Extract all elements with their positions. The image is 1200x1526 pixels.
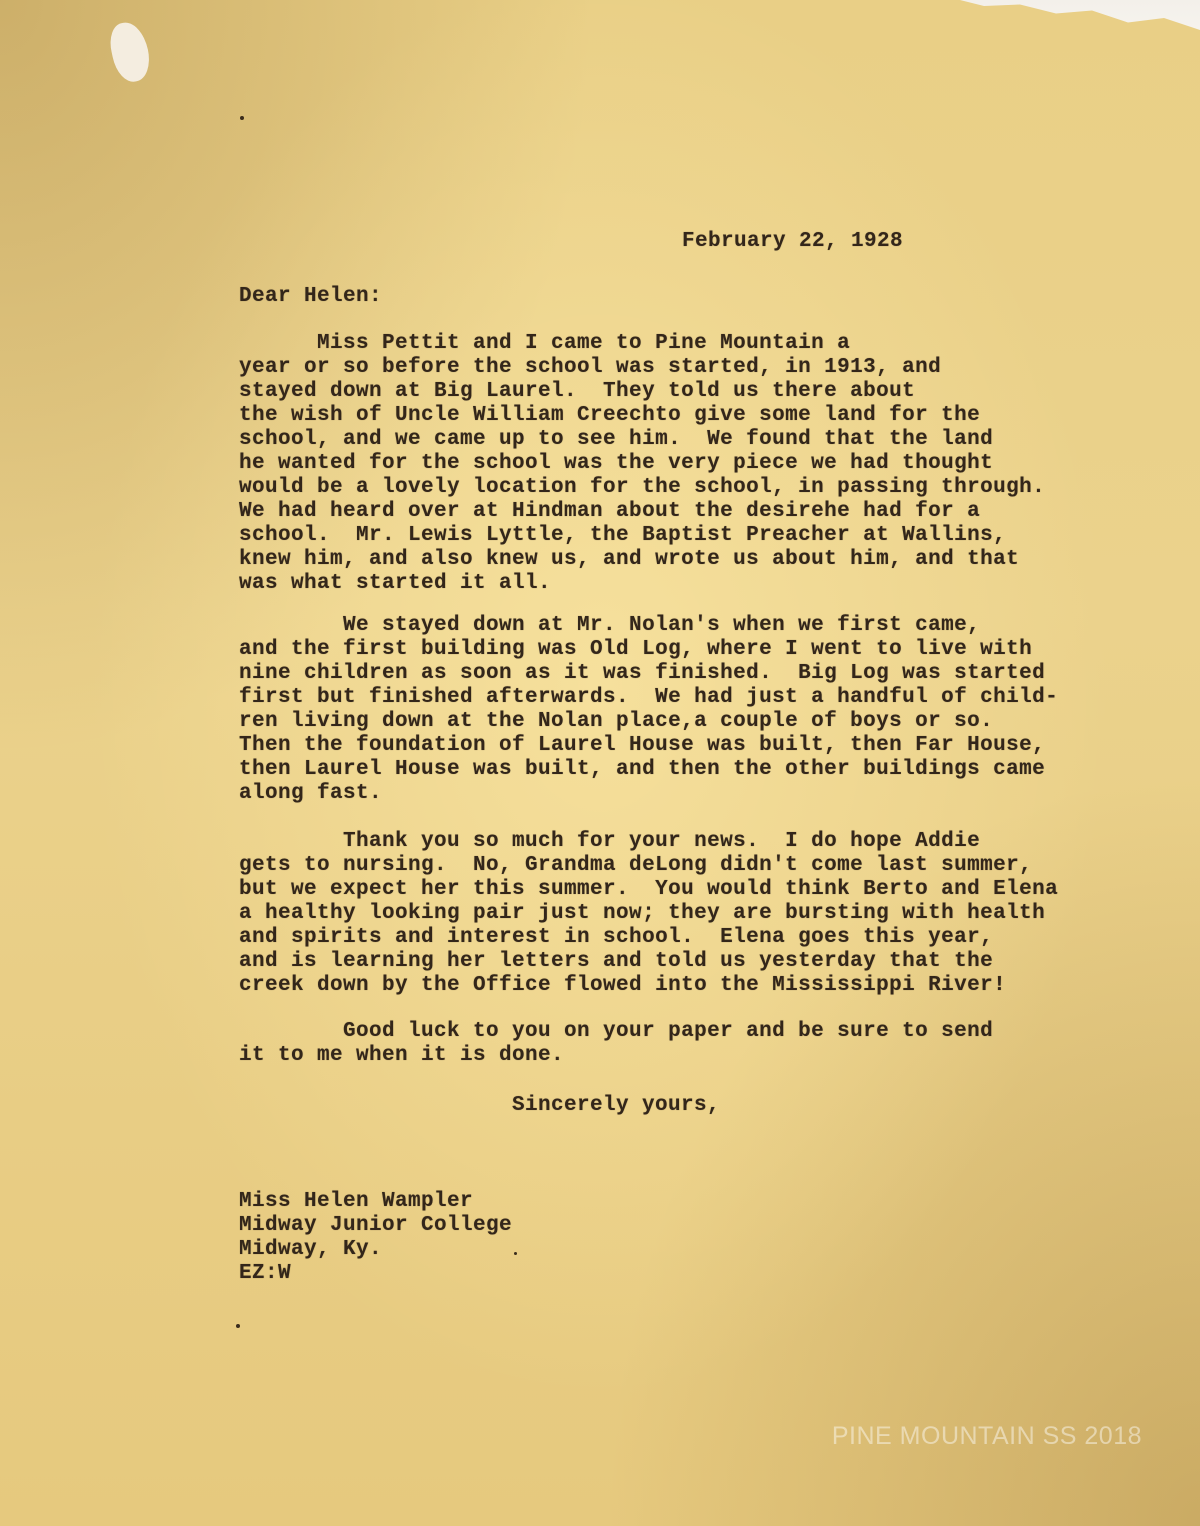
paper-tear-hole <box>106 19 154 85</box>
ink-speck <box>236 1324 240 1328</box>
letter-paragraph-4: Good luck to you on your paper and be sure to send it to me when it is done. <box>239 1020 994 1067</box>
recipient-address-block: Miss Helen Wampler Midway Junior College Midway, Ky. EZ:W <box>239 1190 513 1285</box>
letter-paragraph-2: We stayed down at Mr. Nolan's when we first came, and the first building was Old Log, where I went to live with nine children as soon as it was finished. Big Log was started first but finished afterwards. We had just a handful of child- ren living down at the Nolan place,a couple of boys or so. Then the foundation of Laurel House was built, then Far House, then Laurel House was built, and then the other buildings came along fast. <box>239 614 1059 805</box>
letter-salutation: Dear Helen: <box>239 285 383 308</box>
letter-closing: Sincerely yours, <box>512 1094 721 1117</box>
letter-paragraph-3: Thank you so much for your news. I do hope Addie gets to nursing. No, Grandma deLong didn't come last summer, but we expect her this summer. You would think Berto and Elena a healthy looking pair just now; they are bursting with health and spirits and interest in school. Elena goes this year, and is learning her letters and told us yesterday that the creek down by the Office flowed into the Mississippi River! <box>239 830 1059 997</box>
letter-date: February 22, 1928 <box>682 230 904 253</box>
ink-speck <box>240 116 244 120</box>
archive-watermark: PINE MOUNTAIN SS 2018 <box>831 1422 1142 1450</box>
ink-speck <box>514 1252 517 1255</box>
torn-corner <box>960 0 1200 30</box>
letter-paragraph-1: Miss Pettit and I came to Pine Mountain a year or so before the school was started, in 1913, and stayed down at Big Laurel. They told us there about the wish of Uncle William Creechto give some land for the school, and we came up to see him. We found that the land he wanted for the school was the very piece we had thought would be a lovely location for the school, in passing through. We had heard over at Hindman about the desirehe had for a school. Mr. Lewis Lyttle, the Baptist Preacher at Wallins, knew him, and also knew us, and wrote us about him, and that was what started it all. <box>239 332 1046 595</box>
